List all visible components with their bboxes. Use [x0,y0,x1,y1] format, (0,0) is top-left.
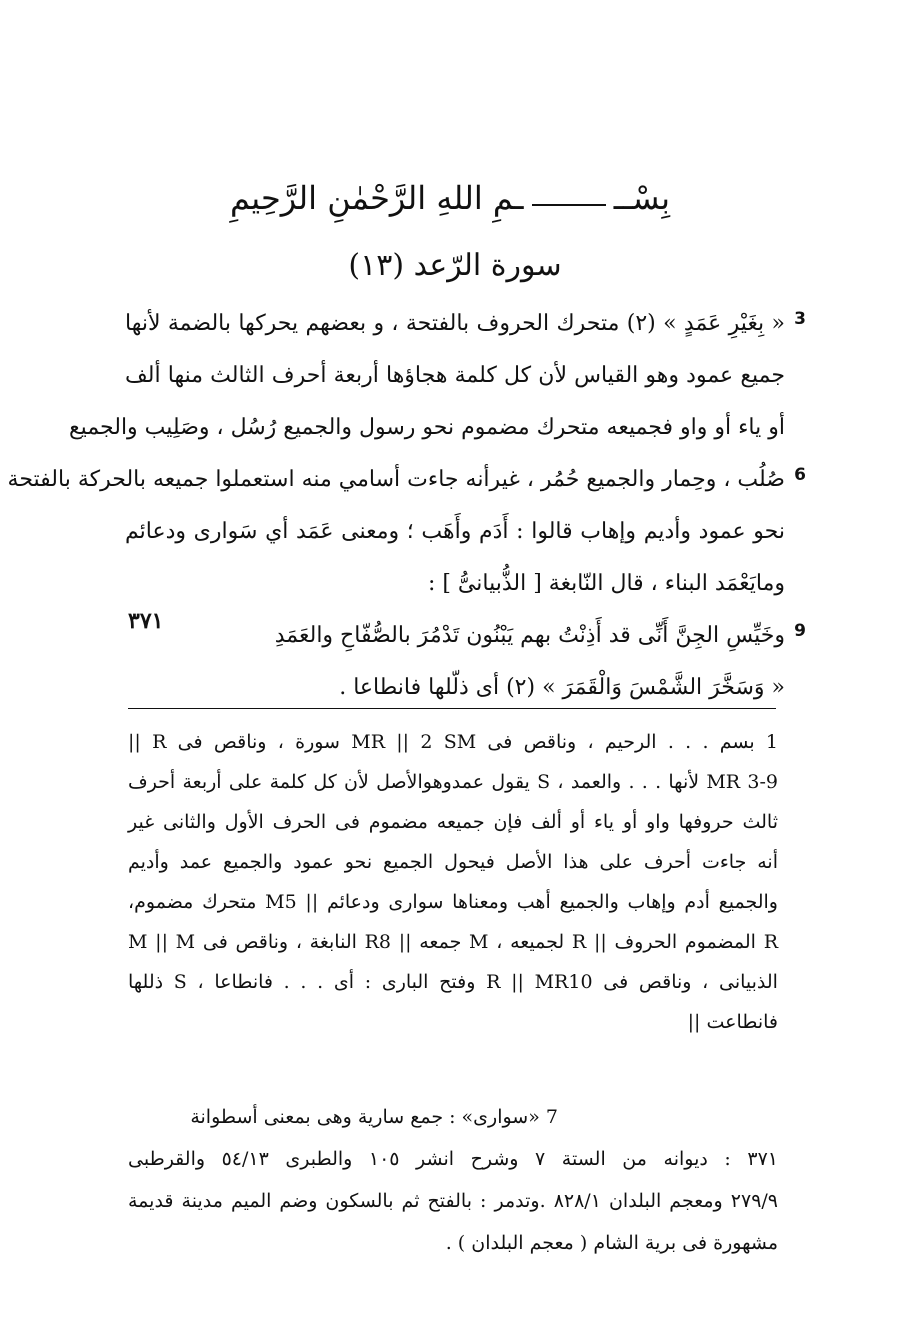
main-line: « بِغَيْرِ عَمَدٍ » (٢) متحرك الحروف بالفتحة ، و بعضهم يحركها بالضمة لأنها [125,311,786,336]
bismillah-elongation-line [532,204,606,206]
main-text [7,298,786,714]
apparatus-line: R المضموم الحروف || R لجميعه ، M جمعه || R8 النابغة ، وناقص فى M || M [128,931,778,953]
line-number: 6 [794,465,806,485]
bismillah-header [230,168,670,228]
main-line: « وَسَخَّرَ الشَّمْسَ وَالْقَمَرَ » (٢) أى ذلّلها فانطاعا . [339,675,785,700]
apparatus-line: ثالث حروفها واو أو ياء أو ألف فإن جميعه مضموم فى الحرف الأول والثانى غير [128,811,778,833]
apparatus-line: والجميع أدم وإهاب والجميع أهب ومعناها سوارى ودعائم || M5 متحرك مضموم، [128,891,778,913]
apparatus-line: 3-9 MR لأنها . . . والعمد ، S يقول عمدوهوالأصل لأن كل كلمة على أربعة أحرف [128,771,778,793]
explanatory-notes [128,1096,778,1264]
surah-title: سورة الرّعد (١٣) [348,248,562,283]
apparatus-line: 1 بسم . . . الرحيم ، وناقص فى MR || 2 SM سورة ، وناقص فى R || [128,731,778,753]
main-line: أو ياء أو واو فجميعه متحرك مضموم نحو رسول والجميع رُسُل ، وصَلِيب والجميع [68,415,785,440]
line-number: 9 [794,621,806,641]
line-number: 3 [794,309,806,329]
note-line: 7 «سوارى» : جمع سارية وهى بمعنى أسطوانة [190,1106,558,1128]
bismillah-start: بِسْــ [613,179,670,217]
apparatus-line: الذبيانى ، وناقص فى R || MR10 وفتح البارى : أى . . . فانطاعا ، S ذللها [128,971,778,993]
note-line: مشهورة فى برية الشام ( معجم البلدان ) . [445,1232,778,1254]
bismillah-end: ـمِ اللهِ الرَّحْمٰنِ الرَّحِيمِ [230,179,524,217]
apparatus-line: فانطاعت || [687,1011,778,1033]
main-line: نحو عمود وأديم وإهاب قالوا : أَدَم وأَهَب ؛ ومعنى عَمَد أي سَوارى ودعائم [125,519,785,544]
critical-apparatus [128,722,778,1042]
verse-number: ٣٧١ [128,608,164,634]
main-line: ومايَعْمَد البناء ، قال النّابغة [ الذُّبيانىُّ ] : [427,571,785,596]
main-line: صُلُب ، وحِمار والجميع حُمُر ، غيرأنه جاءت أسامي منه استعملوا جميعه بالحركة بالفتحة [7,467,785,492]
note-line: ٢٧٩/٩ ومعجم البلدان ٨٢٨/١ .وتدمر : بالفتح ثم بالسكون وضم الميم مدينة قديمة [128,1190,779,1212]
note-line: ٣٧١ : ديوانه من الستة ٧ وشرح انشر ١٠٥ والطبرى ٥٤/١٣ والقرطبى [128,1148,778,1170]
main-line: جميع عمود وهو القياس لأن كل كلمة هجاؤها أربعة أحرف الثالث منها ألف [125,363,785,388]
footnote-divider [128,708,776,709]
apparatus-line: أنه جاءت أحرف على هذا الأصل فيحول الجميع نحو عمود والجميع عمد وأديم [128,851,778,873]
poetry-line: وخَيِّسِ الجِنَّ أَنِّى قد أَذِنْتُ بهم يَبْنُون تَدْمُرَ بالصُّفّاحِ والعَمَدِ [274,623,785,648]
